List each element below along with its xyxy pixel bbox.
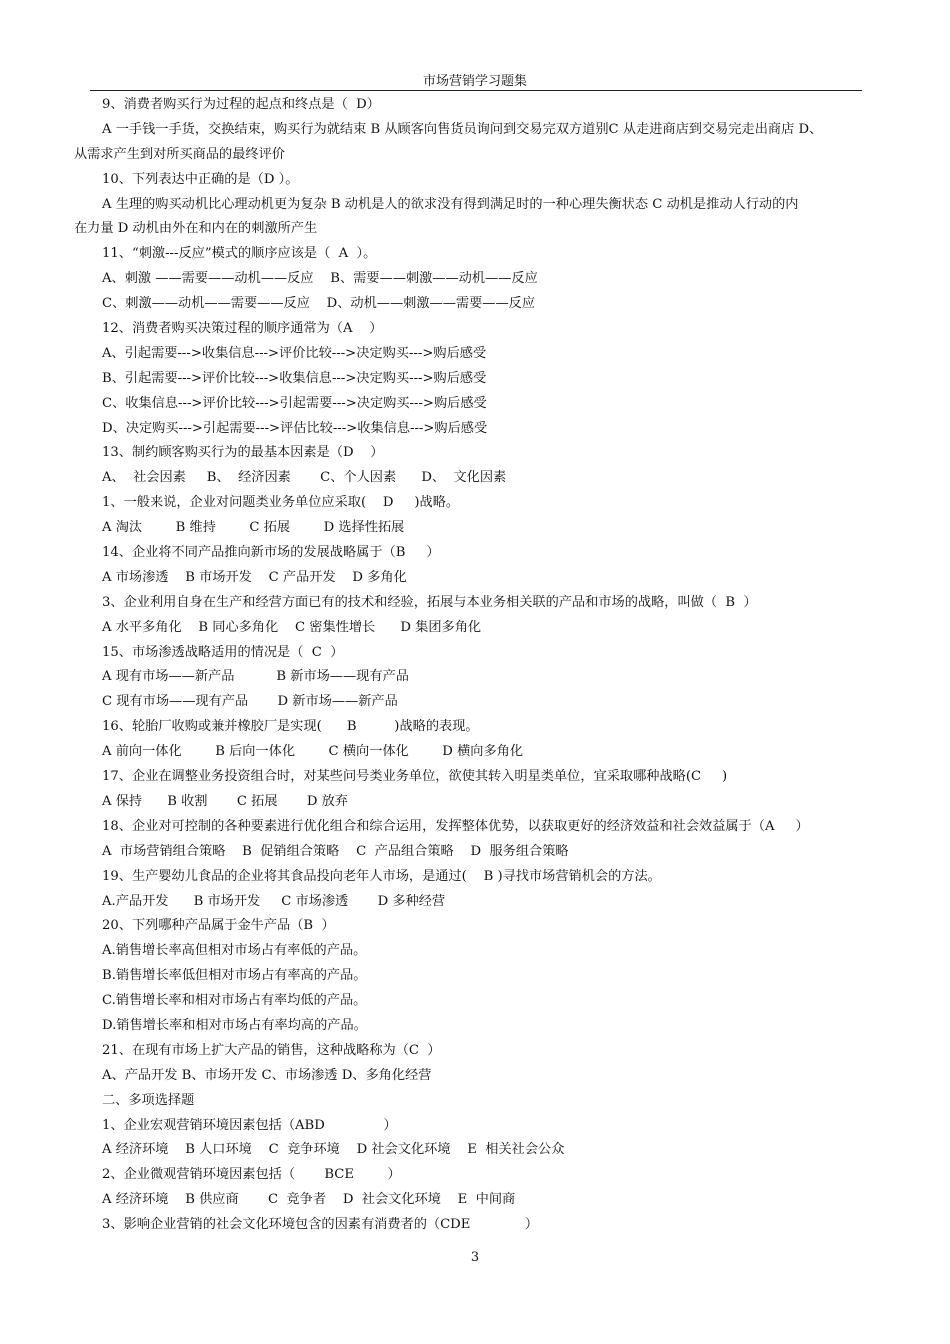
- text-line: A 一手钱一手货，交换结束，购买行为就结束 B 从顾客向售货员询问到交易完双方道别C 从走进商店到交易完走出商店 D、: [102, 121, 823, 137]
- text-line: A、产品开发 B、市场开发 C、市场渗透 D、多角化经营: [102, 1067, 432, 1083]
- text-line: C.销售增长率和相对市场占有率均低的产品。: [102, 993, 367, 1009]
- text-line: 21、在现有市场上扩大产品的销售，这种战略称为（C ）: [102, 1042, 441, 1058]
- text-line: 1、一般来说，企业对问题类业务单位应采取( D )战略。: [102, 495, 460, 511]
- text-line: C、刺激——动机——需要——反应 D、动机——刺激——需要——反应: [102, 296, 536, 312]
- text-line: 12、消费者购买决策过程的顺序通常为（A ）: [102, 321, 383, 337]
- text-line: 19、生产婴幼儿食品的企业将其食品投向老年人市场，是通过( B )寻找市场营销机会的方法。: [102, 868, 661, 884]
- text-line: B、引起需要--->评价比较--->收集信息--->决定购买--->购后感受: [102, 370, 487, 386]
- text-line: 从需求产生到对所买商品的最终评价: [74, 146, 285, 162]
- text-line: 18、企业对可控制的各种要素进行优化组合和综合运用，发挥整体优势，以获取更好的经济效益和社会效益属于（A ）: [102, 818, 809, 834]
- text-line: 11、“刺激---反应”模式的顺序应该是（ A ）。: [102, 246, 377, 262]
- text-line: A 生理的购买动机比心理动机更为复杂 B 动机是人的欲求没有得到满足时的一种心理失衡状态 C 动机是推动人行动的内: [102, 196, 799, 212]
- text-line: D.销售增长率和相对市场占有率均高的产品。: [102, 1017, 367, 1033]
- text-line: C 现有市场——现有产品 D 新市场——新产品: [102, 694, 398, 710]
- text-line: A 水平多角化 B 同心多角化 C 密集性增长 D 集团多角化: [102, 619, 482, 635]
- text-line: A、 社会因素 B、 经济因素 C、个人因素 D、 文化因素: [102, 470, 507, 486]
- text-line: 10、下列表达中正确的是（D ）。: [102, 171, 299, 187]
- text-line: A.销售增长率高但相对市场占有率低的产品。: [102, 943, 367, 959]
- text-line: 13、制约顾客购买行为的最基本因素是（D ）: [102, 445, 384, 461]
- text-line: 1、企业宏观营销环境因素包括（ABD ）: [102, 1117, 397, 1133]
- text-line: A、刺激 ——需要——动机——反应 B、需要——刺激——动机——反应: [102, 271, 538, 287]
- text-line: C、收集信息--->评价比较--->引起需要--->决定购买--->购后感受: [102, 395, 487, 411]
- text-line: 在力量 D 动机由外在和内在的刺激所产生: [74, 221, 318, 237]
- text-line: 14、企业将不同产品推向新市场的发展战略属于（B ）: [102, 545, 440, 561]
- text-line: 2、企业微观营销环境因素包括（ BCE ）: [102, 1167, 401, 1183]
- text-line: 3、影响企业营销的社会文化环境包含的因素有消费者的（CDE ）: [102, 1217, 539, 1233]
- text-line: A 淘汰 B 维持 C 拓展 D 选择性拓展: [102, 520, 405, 536]
- text-line: 17、企业在调整业务投资组合时，对某些问号类业务单位，欲使其转入明星类单位，宜采取哪种战略(C ): [102, 769, 728, 785]
- text-line: 15、市场渗透战略适用的情况是（ C ）: [102, 644, 344, 660]
- text-line: A 保持 B 收割 C 拓展 D 放弃: [102, 793, 348, 809]
- text-line: A、引起需要--->收集信息--->评价比较--->决定购买--->购后感受: [102, 345, 487, 361]
- page-header-title: 市场营销学习题集: [422, 74, 527, 89]
- page-number: 3: [470, 1250, 480, 1265]
- header-rule: [90, 90, 862, 91]
- text-line: A 市场营销组合策略 B 促销组合策略 C 产品组合策略 D 服务组合策略: [102, 843, 569, 859]
- text-line: A.产品开发 B 市场开发 C 市场渗透 D 多种经营: [102, 893, 446, 909]
- text-line: D、决定购买--->引起需要--->评估比较--->收集信息--->购后感受: [102, 420, 488, 436]
- text-line: A 前向一体化 B 后向一体化 C 横向一体化 D 横向多角化: [102, 744, 524, 760]
- text-line: A 现有市场——新产品 B 新市场——现有产品: [102, 669, 409, 685]
- text-line: A 经济环境 B 供应商 C 竞争者 D 社会文化环境 E 中间商: [102, 1192, 516, 1208]
- text-line: 二、多项选择题: [102, 1092, 195, 1108]
- text-line: 9、消费者购买行为过程的起点和终点是（ D）: [102, 97, 380, 112]
- text-line: 20、下列哪种产品属于金牛产品（B ）: [102, 918, 335, 934]
- text-line: A 经济环境 B 人口环境 C 竞争环境 D 社会文化环境 E 相关社会公众: [102, 1142, 565, 1158]
- text-line: 3、企业利用自身在生产和经营方面已有的技术和经验，拓展与本业务相关联的产品和市场的战略，叫做（ B ）: [102, 594, 757, 610]
- text-line: 16、轮胎厂收购或兼并橡胶厂是实现( B )战略的表现。: [102, 719, 479, 735]
- text-line: A 市场渗透 B 市场开发 C 产品开发 D 多角化: [102, 569, 407, 585]
- document-body: [74, 93, 862, 1238]
- text-line: B.销售增长率低但相对市场占有率高的产品。: [102, 968, 367, 984]
